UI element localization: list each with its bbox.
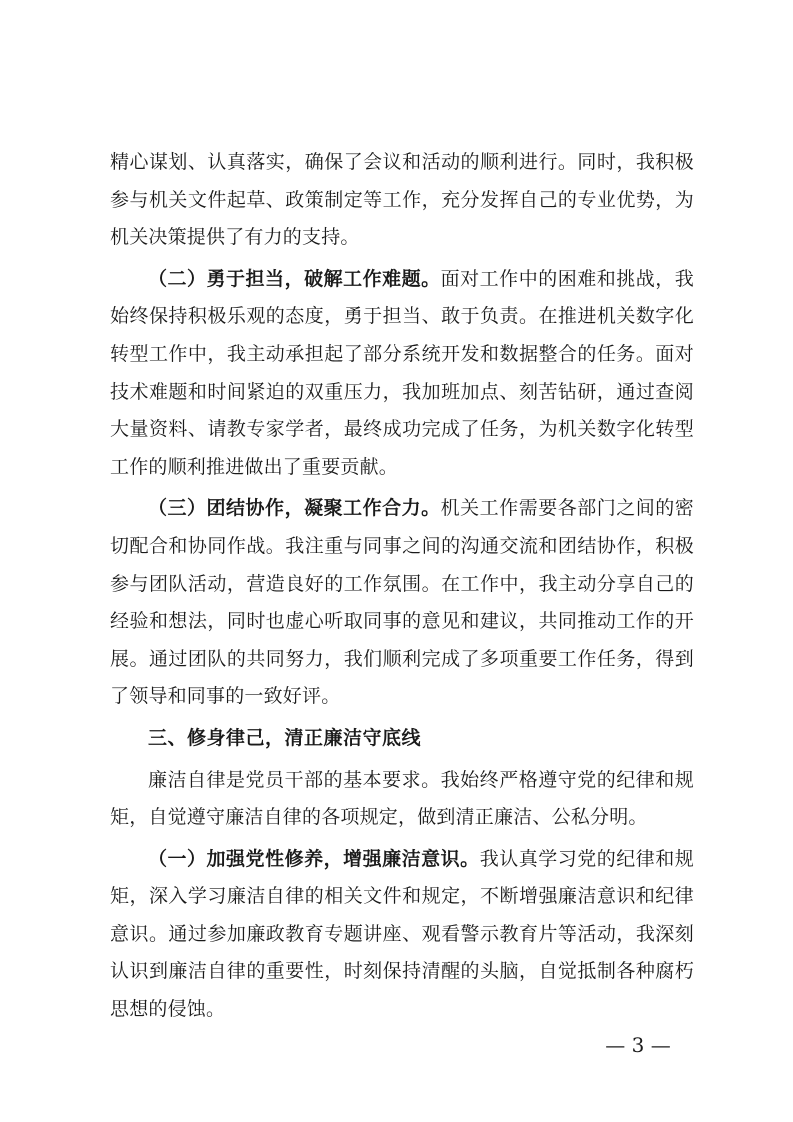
paragraph-integrity-intro — [110, 762, 694, 837]
paragraph-lead: （二）勇于担当，破解工作难题。 — [148, 267, 441, 290]
paragraph-teamwork — [110, 490, 694, 716]
paragraph-text: 精心谋划、认真落实，确保了会议和活动的顺利进行。同时，我积极参与机关文件起草、政策制定等工作，充分发挥自己的专业优势，为机关决策提供了有力的支持。 — [110, 151, 694, 249]
paragraph-text: 廉洁自律是党员干部的基本要求。我始终严格遵守党的纪律和规矩，自觉遵守廉洁自律的各项规定，做到清正廉洁、公私分明。 — [110, 768, 694, 829]
document-body — [110, 144, 694, 1033]
paragraph-party-spirit — [110, 841, 694, 1029]
paragraph-dare-to-take-responsibility — [110, 261, 694, 487]
paragraph-text: 面对工作中的困难和挑战，我始终保持积极乐观的态度，勇于担当、敢于负责。在推进机关数字化转型工作中，我主动承担起了部分系统开发和数据整合的任务。面对技术难题和时间紧迫的双重压力，我加班加点、刻苦钻研，通过查阅大量资料、请教专家学者，最终成功完成了任务，为机关数字化转型工作的顺利推进做出了重要贡献。 — [110, 267, 694, 478]
paragraph-lead: （三）团结协作，凝聚工作合力。 — [148, 497, 441, 520]
paragraph-continuation — [110, 144, 694, 257]
paragraph-text: 我认真学习党的纪律和规矩，深入学习廉洁自律的相关文件和规定，不断增强廉洁意识和纪律意识。通过参加廉政教育专题讲座、观看警示教育片等活动，我深刻认识到廉洁自律的重要性，时刻保持清醒的头脑，自觉抵制各种腐朽思想的侵蚀。 — [110, 847, 694, 1021]
paragraph-lead: （一）加强党性修养，增强廉洁意识。 — [148, 847, 480, 870]
section-heading: 三、修身律己，清正廉洁守底线 — [148, 726, 422, 749]
page-number: — 3 — — [605, 1033, 671, 1057]
paragraph-text: 机关工作需要各部门之间的密切配合和协同作战。我注重与同事之间的沟通交流和团结协作，积极参与团队活动，营造良好的工作氛围。在工作中，我主动分享自己的经验和想法，同时也虚心听取同事的意见和建议，共同推动工作的开展。通过团队的共同努力，我们顺利完成了多项重要工作任务，得到了领导和同事的一致好评。 — [110, 497, 694, 708]
